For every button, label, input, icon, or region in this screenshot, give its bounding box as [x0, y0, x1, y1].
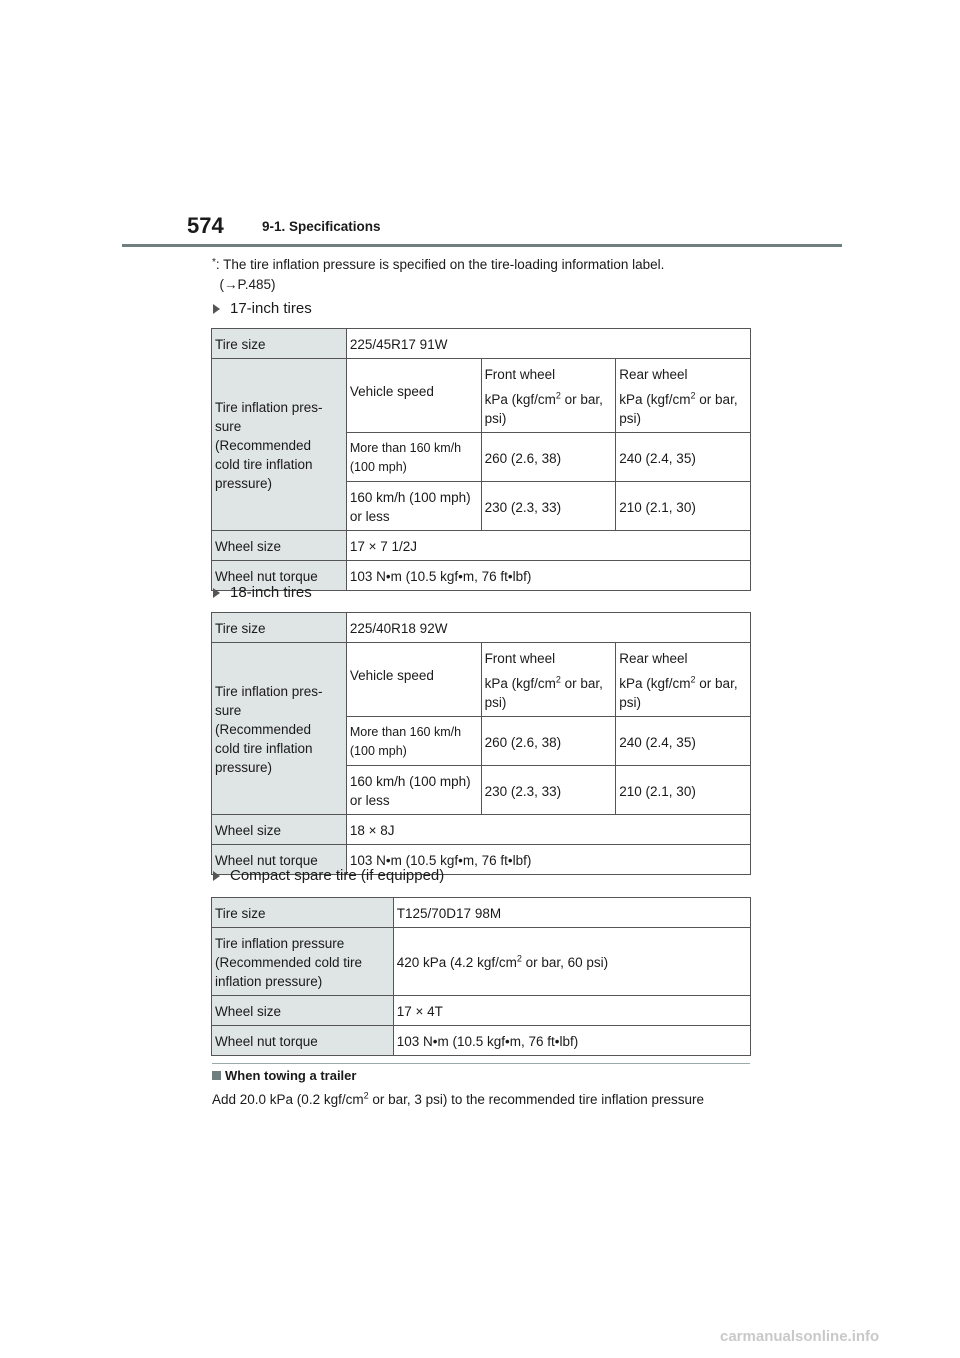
wheel-size-label: Wheel size	[212, 531, 347, 561]
pressure-label: Tire inflation pres- sure (Recommended cold tire inflation pressure)	[212, 643, 347, 815]
header-divider	[122, 244, 842, 247]
towing-pre: Add 20.0 kPa (0.2 kgf/cm	[212, 1092, 364, 1107]
torque-label: Wheel nut torque	[212, 561, 347, 591]
square-bullet-icon	[212, 1071, 221, 1080]
front-low: 230 (2.3, 33)	[481, 766, 616, 815]
heading-17-inch	[213, 300, 312, 317]
front-high: 260 (2.6, 38)	[481, 433, 616, 482]
front-wheel-header	[481, 643, 616, 717]
triangle-bullet-icon	[213, 588, 220, 598]
wheel-size-label: Wheel size	[212, 815, 347, 845]
speed-low: 160 km/h (100 mph) or less	[346, 766, 481, 815]
heading-compact-spare-text: Compact spare tire (if equipped)	[230, 867, 445, 884]
footnote-star: *	[212, 257, 216, 268]
unit-post: or bar, psi)	[619, 676, 738, 710]
torque-label: Wheel nut torque	[212, 845, 347, 875]
heading-18-inch-text: 18-inch tires	[230, 584, 312, 601]
rear-high: 240 (2.4, 35)	[616, 717, 751, 766]
vehicle-speed-label: Vehicle speed	[346, 643, 481, 717]
front-wheel-title: Front wheel	[484, 651, 556, 666]
pressure-post: or bar, 60 psi)	[521, 955, 609, 970]
unit-pre: kPa (kgf/cm	[619, 392, 691, 407]
torque-value: 103 N•m (10.5 kgf•m, 76 ft•lbf)	[393, 1026, 750, 1056]
tire-size-label: Tire size	[212, 898, 394, 928]
pressure-label: Tire inflation pres- sure (Recommended cold tire inflation pressure)	[212, 359, 347, 531]
towing-post: or bar, 3 psi) to the recommended tire inflation pressure	[368, 1092, 705, 1107]
rear-low: 210 (2.1, 30)	[616, 482, 751, 531]
unit-post: or bar, psi)	[484, 676, 603, 710]
unit-pre: kPa (kgf/cm	[484, 392, 556, 407]
table-18-inch	[211, 612, 751, 875]
towing-sup: 2	[363, 1090, 369, 1101]
footnote	[212, 255, 752, 295]
rear-low: 210 (2.1, 30)	[616, 766, 751, 815]
towing-heading-text: When towing a trailer	[225, 1068, 357, 1083]
tire-size-label: Tire size	[212, 329, 347, 359]
unit-sup: 2	[555, 390, 561, 401]
vehicle-speed-label: Vehicle speed	[346, 359, 481, 433]
unit-sup: 2	[555, 674, 561, 685]
towing-heading	[212, 1068, 356, 1083]
wheel-size-value: 18 × 8J	[346, 815, 750, 845]
speed-low: 160 km/h (100 mph) or less	[346, 482, 481, 531]
footnote-ref-link[interactable]: (→P.485)	[219, 277, 276, 292]
table-17-inch	[211, 328, 751, 591]
heading-compact-spare	[213, 867, 444, 884]
triangle-bullet-icon	[213, 304, 220, 314]
pressure-label: Tire inflation pressure (Recommended cold tire inflation pressure)	[212, 928, 394, 996]
footnote-text: : The tire inflation pressure is specified on the tire-loading information label.	[215, 257, 665, 272]
heading-18-inch	[213, 584, 312, 601]
tire-size-value: T125/70D17 98M	[393, 898, 750, 928]
speed-high: More than 160 km/h (100 mph)	[346, 433, 481, 482]
front-high: 260 (2.6, 38)	[481, 717, 616, 766]
towing-text	[212, 1092, 772, 1107]
section-title: 9-1. Specifications	[262, 219, 381, 234]
torque-value: 103 N•m (10.5 kgf•m, 76 ft•lbf)	[346, 845, 750, 875]
unit-sup: 2	[690, 390, 696, 401]
tire-size-label: Tire size	[212, 613, 347, 643]
torque-label: Wheel nut torque	[212, 1026, 394, 1056]
section-divider	[212, 1063, 750, 1064]
unit-post: or bar, psi)	[619, 392, 738, 426]
tire-size-value: 225/40R18 92W	[346, 613, 750, 643]
torque-value: 103 N•m (10.5 kgf•m, 76 ft•lbf)	[346, 561, 750, 591]
unit-sup: 2	[690, 674, 696, 685]
unit-pre: kPa (kgf/cm	[484, 676, 556, 691]
front-wheel-header	[481, 359, 616, 433]
unit-pre: kPa (kgf/cm	[619, 676, 691, 691]
front-wheel-title: Front wheel	[484, 367, 556, 382]
rear-wheel-title: Rear wheel	[619, 367, 688, 382]
unit-post: or bar, psi)	[484, 392, 603, 426]
heading-17-inch-text: 17-inch tires	[230, 300, 312, 317]
rear-wheel-title: Rear wheel	[619, 651, 688, 666]
wheel-size-value: 17 × 4T	[393, 996, 750, 1026]
table-compact-spare	[211, 897, 751, 1056]
triangle-bullet-icon	[213, 871, 220, 881]
front-low: 230 (2.3, 33)	[481, 482, 616, 531]
speed-high: More than 160 km/h (100 mph)	[346, 717, 481, 766]
tire-size-value: 225/45R17 91W	[346, 329, 750, 359]
wheel-size-label: Wheel size	[212, 996, 394, 1026]
pressure-value	[393, 928, 750, 996]
page-number: 574	[187, 213, 224, 238]
rear-high: 240 (2.4, 35)	[616, 433, 751, 482]
watermark: carmanualsonline.info	[720, 1328, 880, 1345]
pressure-sup: 2	[516, 953, 522, 964]
rear-wheel-header	[616, 359, 751, 433]
pressure-pre: 420 kPa (4.2 kgf/cm	[396, 955, 517, 970]
rear-wheel-header	[616, 643, 751, 717]
wheel-size-value: 17 × 7 1/2J	[346, 531, 750, 561]
